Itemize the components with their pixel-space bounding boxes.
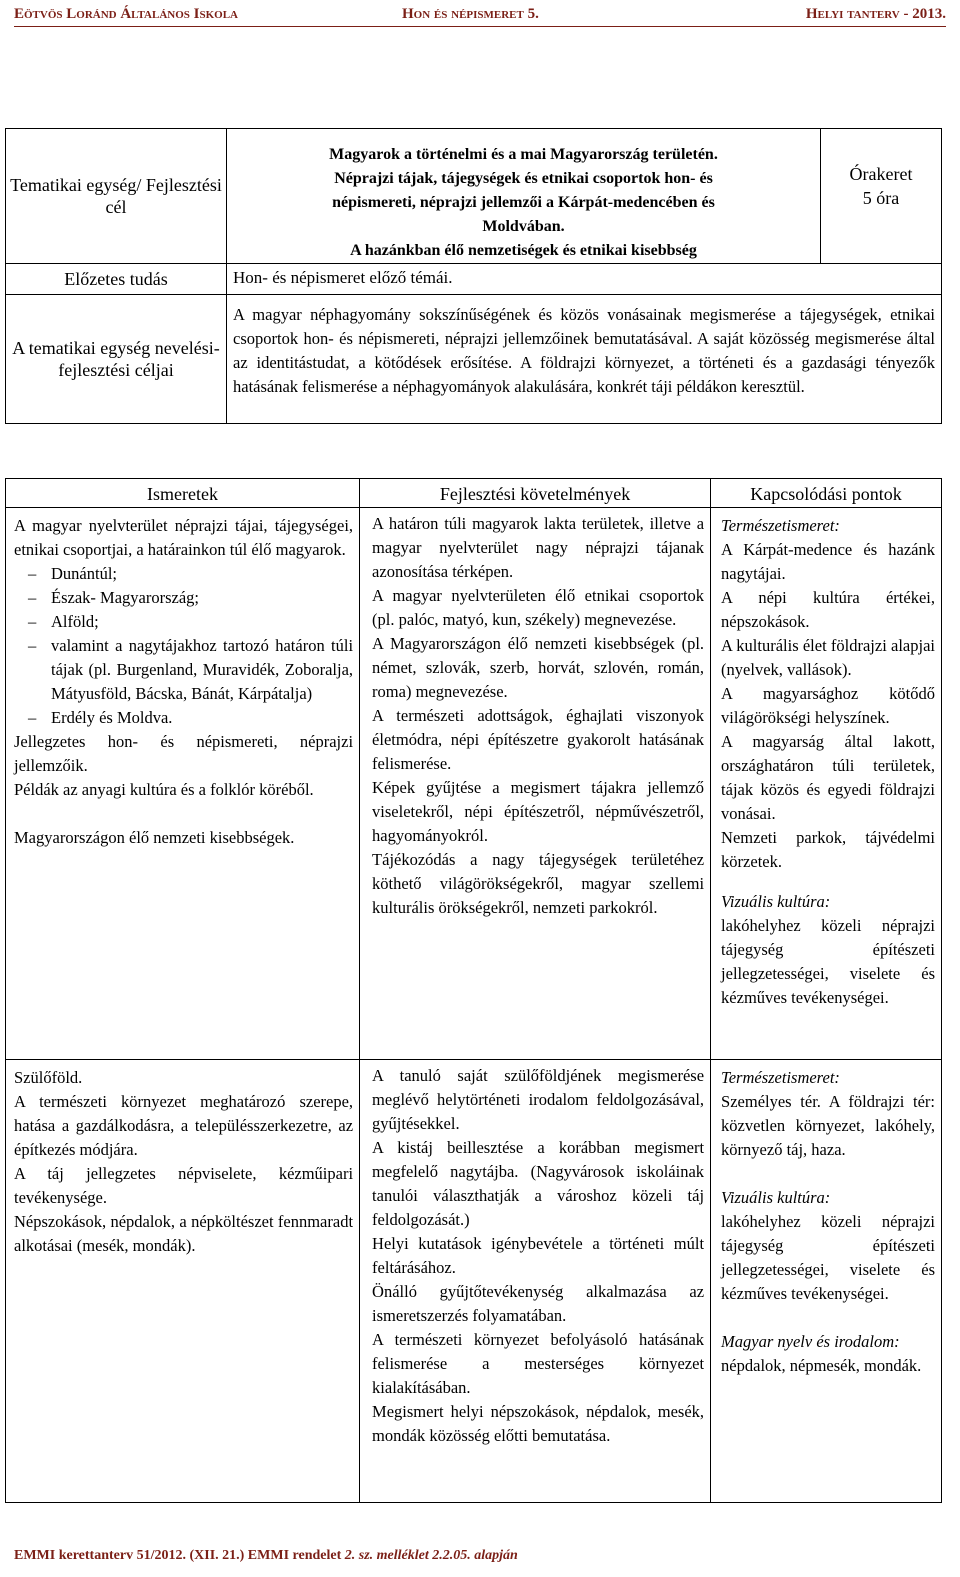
region-item: – Dunántúl; (14, 562, 353, 586)
link-item: lakóhelyhez közeli néprajzi tájegység építészeti jellegzetességei, viselete és kézműves tevékenységei. (721, 1212, 935, 1303)
knowledge-item: Példák az anyagi kultúra és a folklór köréből. (14, 780, 314, 799)
goals-text: A magyar néphagyomány sokszínűségének és közös vonásainak megismerése a tájegységek, etnikai csoportok hon- és népismereti, néprajzi jellemzőinek bemutatásával. A saját közösség megismerése által az identitástudat, a kötődések erősítése. A földrajzi környezet, a történeti és a gazdasági tényezők hatásának felismerése a néphagyományok alakulására, konkrét táji példákon keresztül. (227, 295, 942, 424)
requirement-item: Megismert helyi népszokások, népdalok, mesék, mondák közösség előtti bemutatása. (372, 1402, 705, 1445)
requirement-item: A kistáj beillesztése a korábban megismert megfelelő nagytájba. (Nagyvárosok iskoláinak tanulói választhatják a városhoz közeli táj feldolgozását.) (372, 1138, 705, 1229)
hours-label: Órakeret (849, 163, 913, 184)
link-item: A Kárpát-medence és hazánk nagytájai. (721, 540, 935, 583)
header-divider (14, 26, 946, 27)
links-heading: Természetismeret: (721, 516, 840, 535)
topic-line: Néprajzi tájak, tájegységek és etnikai csoportok hon- és (334, 170, 713, 187)
link-item: A népi kultúra értékei, népszokások. (721, 588, 935, 631)
link-item: Nemzeti parkok, tájvédelmi körzetek. (721, 828, 935, 871)
requirement-item: A Magyarországon élő nemzeti kisebbségek (pl. német, szlovák, szerb, horvát, szlovén, román, roma) megnevezése. (372, 634, 705, 701)
knowledge-item: Magyarországon élő nemzeti kisebbségek. (14, 828, 295, 847)
region-item: – Észak- Magyarország; (14, 586, 353, 610)
requirements-cell (360, 1060, 711, 1503)
topic-line: népismereti, néprajzi jellemzői a Kárpát-medencében és (332, 194, 715, 211)
topic-line: A hazánkban élő nemzetiségek és etnikai kisebbség (350, 242, 697, 259)
region-item: – valamint a nagytájakhoz tartozó határon túli tájak (pl. Burgenland, Muravidék, Zoboralja, Mátyusföld, Bácska, Bánát, Kárpátalja) (14, 634, 353, 706)
topic-line: Moldvában. (482, 218, 565, 235)
requirement-item: Képek gyűjtése a megismert tájakra jellemző viseletekről, népi építészetről, népművészetről, hagyományokról. (372, 778, 705, 845)
links-heading: Természetismeret: (721, 1068, 840, 1087)
link-item: lakóhelyhez közeli néprajzi tájegység építészeti jellegzetességei, viselete és kézműves tevékenységei. (721, 916, 935, 1007)
links-cell (711, 508, 942, 1060)
knowledge-cell (6, 508, 360, 1060)
column-header-links: Kapcsolódási pontok (711, 479, 942, 508)
knowledge-item: A természeti környezet meghatározó szerepe, hatása a gazdálkodásra, a településszerkezetre, az építkezés módjára. (14, 1092, 354, 1159)
hours-value: 5 óra (862, 187, 900, 208)
requirement-item: Helyi kutatások igénybevétele a történeti múlt feltárásához. (372, 1234, 705, 1277)
knowledge-cell (6, 1060, 360, 1503)
requirement-item: A magyar nyelvterületen élő etnikai csoportok (pl. palóc, matyó, kun, székely) megnevezése. (372, 586, 705, 629)
summary-table (5, 128, 942, 424)
requirement-item: A határon túli magyarok lakta területek, illetve a magyar nyelvterület nagy néprajzi tájanak azonosítása térképen. (372, 514, 705, 581)
link-item: A kulturális élet földrajzi alapjai (nyelvek, vallások). (721, 636, 935, 679)
footer-suffix: 2. sz. melléklet 2.2.05. alapján (344, 1548, 518, 1563)
links-heading: Vizuális kultúra: (721, 1188, 831, 1207)
region-item: – Alföld; (14, 610, 353, 634)
knowledge-item: Jellegzetes hon- és népismereti, néprajzi jellemzőik. (14, 732, 354, 775)
links-cell (711, 1060, 942, 1503)
goals-label: A tematikai egység nevelési-fejlesztési céljai (6, 295, 227, 424)
requirements-cell (360, 508, 711, 1060)
page-footer (14, 1548, 518, 1564)
prev-knowledge-label: Előzetes tudás (6, 264, 227, 295)
link-item: A magyarsághoz kötődő világörökségi helyszínek. (721, 684, 935, 727)
link-item: A magyarság által lakott, országhatáron túli területek, tájak közös és egyedi földrajzi vonásai. (721, 732, 935, 823)
topic-label: Tematikai egység/ Fejlesztési cél (6, 129, 227, 264)
knowledge-intro: A magyar nyelvterület néprajzi tájai, tájegységei, etnikai csoportjai, a határainkon túl élő magyarok. (14, 516, 354, 559)
footer-prefix: EMMI kerettanterv 51/2012. (XII. 21.) EMMI rendelet (14, 1548, 345, 1563)
header-plan: Helyi tanterv - 2013. (805, 6, 946, 22)
requirement-item: Tájékozódás a nagy tájegységek területéhez köthető világörökségekről, magyar szellemi kulturális örökségekről, nemzeti parkokról. (372, 850, 705, 917)
knowledge-item: Szülőföld. (14, 1068, 83, 1087)
requirement-item: A természeti adottságok, éghajlati viszonyok életmódra, népi építészetre gyakorolt hatásának felismerése. (372, 706, 705, 773)
knowledge-item: A táj jellegzetes népviselete, kézműipari tevékenysége. (14, 1164, 354, 1207)
links-heading: Magyar nyelv és irodalom: (721, 1332, 900, 1351)
page-header (14, 4, 946, 26)
knowledge-item: Népszokások, népdalok, a népköltészet fennmaradt alkotásai (mesék, mondák). (14, 1212, 354, 1255)
topic-title (227, 129, 821, 264)
content-table (5, 478, 942, 1503)
links-heading: Vizuális kultúra: (721, 892, 831, 911)
header-school: Eötvös Loránd Általános Iskola (14, 6, 238, 22)
region-item: – Erdély és Moldva. (14, 706, 353, 730)
prev-knowledge-value: Hon- és népismeret előző témái. (227, 264, 942, 295)
topic-line: Magyarok a történelmi és a mai Magyarország területén. (329, 146, 718, 163)
link-item: Személyes tér. A földrajzi tér: közvetlen környezet, lakóhely, környező táj, haza. (721, 1092, 935, 1159)
requirement-item: Önálló gyűjtőtevékenység alkalmazása az ismeretszerzés folyamatában. (372, 1282, 705, 1325)
column-header-requirements: Fejlesztési követelmények (360, 479, 711, 508)
link-item: népdalok, népmesék, mondák. (721, 1356, 922, 1375)
hours-cell (821, 129, 942, 264)
requirement-item: A természeti környezet befolyásoló hatásának felismerése a mesterséges környezet kialakításában. (372, 1330, 705, 1397)
column-header-knowledge: Ismeretek (6, 479, 360, 508)
requirement-item: A tanuló saját szülőföldjének megismerése meglévő helytörténeti irodalom feldolgozásával, gyűjtésekkel. (372, 1066, 705, 1133)
header-subject: Hon és népismeret 5. (402, 6, 539, 22)
